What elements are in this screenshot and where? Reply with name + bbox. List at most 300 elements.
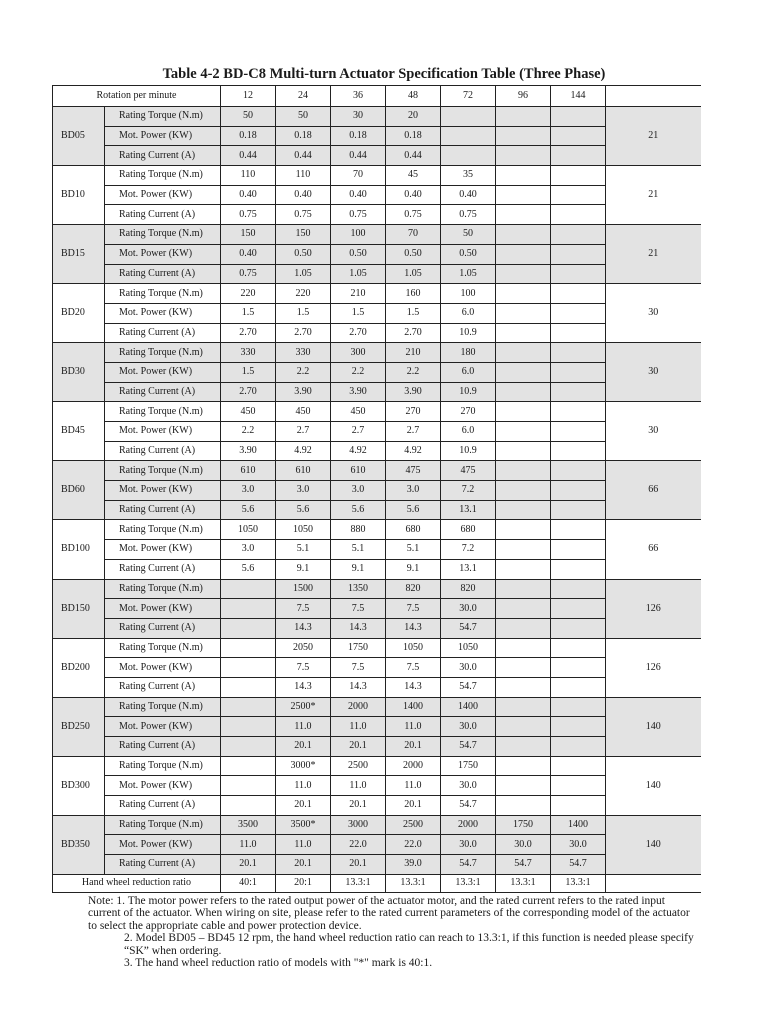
table-row bbox=[53, 835, 701, 855]
speed-header: 96 bbox=[496, 86, 551, 107]
value-cell: 54.7 bbox=[551, 855, 606, 875]
param-label: Rating Current (A) bbox=[105, 855, 221, 875]
value-cell: 54.7 bbox=[441, 796, 496, 816]
table-row bbox=[53, 441, 701, 461]
value-cell: 20.1 bbox=[386, 737, 441, 757]
param-label: Rating Current (A) bbox=[105, 382, 221, 402]
value-cell: 210 bbox=[386, 343, 441, 363]
value-cell: 70 bbox=[386, 225, 441, 245]
value-cell: 330 bbox=[221, 343, 276, 363]
value-cell: 5.1 bbox=[331, 540, 386, 560]
value-cell bbox=[441, 107, 496, 127]
value-cell: 30.0 bbox=[441, 835, 496, 855]
param-label: Rating Current (A) bbox=[105, 441, 221, 461]
param-label: Rating Current (A) bbox=[105, 264, 221, 284]
value-cell: 1.5 bbox=[276, 303, 331, 323]
value-cell: 20.1 bbox=[331, 737, 386, 757]
param-label: Rating Current (A) bbox=[105, 205, 221, 225]
table-row bbox=[53, 559, 701, 579]
value-cell bbox=[441, 146, 496, 166]
handwheel-label: Hand wheel reduction ratio bbox=[53, 874, 221, 892]
table-row bbox=[53, 638, 701, 658]
value-cell: 610 bbox=[331, 461, 386, 481]
value-cell: 0.18 bbox=[331, 126, 386, 146]
value-cell bbox=[221, 579, 276, 599]
speed-header: 48 bbox=[386, 86, 441, 107]
table-row bbox=[53, 422, 701, 442]
value-cell: 3.0 bbox=[386, 481, 441, 501]
value-cell bbox=[551, 205, 606, 225]
value-cell: 70 bbox=[331, 166, 386, 186]
value-cell: 7.5 bbox=[331, 599, 386, 619]
value-cell: 110 bbox=[276, 166, 331, 186]
value-cell: 4.92 bbox=[331, 441, 386, 461]
value-cell: 0.40 bbox=[441, 185, 496, 205]
param-label: Rating Torque (N.m) bbox=[105, 343, 221, 363]
value-cell bbox=[221, 776, 276, 796]
table-title: Table 4-2 BD-C8 Multi-turn Actuator Specification Table (Three Phase) bbox=[162, 66, 606, 82]
value-cell bbox=[496, 776, 551, 796]
table-row bbox=[53, 323, 701, 343]
table-row bbox=[53, 126, 701, 146]
value-cell: 820 bbox=[441, 579, 496, 599]
value-cell: 0.44 bbox=[386, 146, 441, 166]
value-cell: 20.1 bbox=[386, 796, 441, 816]
table-row bbox=[53, 244, 701, 264]
value-cell bbox=[551, 776, 606, 796]
table-row bbox=[53, 382, 701, 402]
value-cell: 9.1 bbox=[386, 559, 441, 579]
value-cell bbox=[496, 579, 551, 599]
value-cell: 0.44 bbox=[331, 146, 386, 166]
param-label: Rating Current (A) bbox=[105, 618, 221, 638]
model-name: BD45 bbox=[53, 402, 105, 461]
value-cell bbox=[551, 362, 606, 382]
value-cell: 1400 bbox=[551, 815, 606, 835]
value-cell: 0.75 bbox=[221, 264, 276, 284]
param-label: Rating Torque (N.m) bbox=[105, 756, 221, 776]
value-cell bbox=[551, 225, 606, 245]
value-cell bbox=[496, 737, 551, 757]
value-cell: 5.6 bbox=[276, 500, 331, 520]
param-label: Rating Torque (N.m) bbox=[105, 107, 221, 127]
note-3: 3. The hand wheel reduction ratio of models with "*" mark is 40:1. bbox=[124, 957, 433, 970]
value-cell: 2.2 bbox=[386, 362, 441, 382]
value-cell bbox=[496, 303, 551, 323]
table-row bbox=[53, 264, 701, 284]
value-cell: 30.0 bbox=[496, 835, 551, 855]
value-cell bbox=[551, 402, 606, 422]
table-row bbox=[53, 599, 701, 619]
value-cell: 7.5 bbox=[386, 599, 441, 619]
last-column-value: 30 bbox=[606, 284, 701, 343]
value-cell: 0.75 bbox=[221, 205, 276, 225]
param-label: Rating Current (A) bbox=[105, 500, 221, 520]
table-row bbox=[53, 579, 701, 599]
value-cell: 0.75 bbox=[276, 205, 331, 225]
value-cell: 11.0 bbox=[331, 717, 386, 737]
value-cell: 1.05 bbox=[441, 264, 496, 284]
value-cell bbox=[221, 737, 276, 757]
last-column-value: 30 bbox=[606, 343, 701, 402]
value-cell: 150 bbox=[221, 225, 276, 245]
value-cell bbox=[496, 540, 551, 560]
value-cell: 9.1 bbox=[331, 559, 386, 579]
last-column-value: 21 bbox=[606, 107, 701, 166]
table-row bbox=[53, 697, 701, 717]
value-cell: 22.0 bbox=[386, 835, 441, 855]
value-cell: 3500 bbox=[221, 815, 276, 835]
value-cell bbox=[221, 677, 276, 697]
handwheel-value: 40:1 bbox=[221, 874, 276, 892]
value-cell: 2.70 bbox=[221, 323, 276, 343]
value-cell bbox=[551, 618, 606, 638]
value-cell: 0.40 bbox=[221, 244, 276, 264]
value-cell bbox=[551, 599, 606, 619]
value-cell bbox=[441, 126, 496, 146]
param-label: Mot. Power (KW) bbox=[105, 303, 221, 323]
value-cell bbox=[496, 481, 551, 501]
model-name: BD15 bbox=[53, 225, 105, 284]
value-cell: 1050 bbox=[221, 520, 276, 540]
value-cell bbox=[221, 796, 276, 816]
handwheel-blank bbox=[606, 874, 701, 892]
model-name: BD30 bbox=[53, 343, 105, 402]
value-cell: 2.70 bbox=[221, 382, 276, 402]
value-cell: 1.05 bbox=[276, 264, 331, 284]
value-cell: 11.0 bbox=[276, 717, 331, 737]
value-cell bbox=[496, 697, 551, 717]
value-cell: 20.1 bbox=[276, 737, 331, 757]
speed-header: 144 bbox=[551, 86, 606, 107]
table-row bbox=[53, 815, 701, 835]
value-cell: 0.50 bbox=[386, 244, 441, 264]
value-cell: 2.2 bbox=[221, 422, 276, 442]
value-cell bbox=[221, 638, 276, 658]
value-cell bbox=[496, 185, 551, 205]
value-cell: 0.40 bbox=[276, 185, 331, 205]
value-cell bbox=[496, 205, 551, 225]
table-row bbox=[53, 520, 701, 540]
param-label: Rating Torque (N.m) bbox=[105, 166, 221, 186]
value-cell bbox=[496, 362, 551, 382]
value-cell: 5.6 bbox=[221, 559, 276, 579]
value-cell: 220 bbox=[221, 284, 276, 304]
param-label: Rating Torque (N.m) bbox=[105, 579, 221, 599]
value-cell: 9.1 bbox=[276, 559, 331, 579]
param-label: Rating Torque (N.m) bbox=[105, 697, 221, 717]
value-cell bbox=[551, 579, 606, 599]
value-cell: 5.1 bbox=[386, 540, 441, 560]
value-cell: 20 bbox=[386, 107, 441, 127]
value-cell: 0.44 bbox=[276, 146, 331, 166]
value-cell: 3.90 bbox=[331, 382, 386, 402]
value-cell: 0.75 bbox=[441, 205, 496, 225]
value-cell: 11.0 bbox=[276, 835, 331, 855]
table-row bbox=[53, 185, 701, 205]
model-name: BD20 bbox=[53, 284, 105, 343]
table-row bbox=[53, 658, 701, 678]
value-cell: 450 bbox=[331, 402, 386, 422]
value-cell bbox=[551, 264, 606, 284]
value-cell: 1.5 bbox=[386, 303, 441, 323]
value-cell: 0.75 bbox=[386, 205, 441, 225]
value-cell bbox=[551, 303, 606, 323]
value-cell bbox=[496, 658, 551, 678]
value-cell: 0.50 bbox=[276, 244, 331, 264]
value-cell bbox=[496, 618, 551, 638]
value-cell bbox=[496, 717, 551, 737]
value-cell: 1.5 bbox=[221, 303, 276, 323]
value-cell: 610 bbox=[276, 461, 331, 481]
value-cell bbox=[496, 441, 551, 461]
value-cell: 30 bbox=[331, 107, 386, 127]
value-cell: 2.70 bbox=[386, 323, 441, 343]
value-cell: 2.2 bbox=[276, 362, 331, 382]
value-cell bbox=[496, 284, 551, 304]
param-label: Mot. Power (KW) bbox=[105, 658, 221, 678]
value-cell bbox=[496, 796, 551, 816]
last-column-value: 126 bbox=[606, 638, 701, 697]
value-cell: 11.0 bbox=[221, 835, 276, 855]
value-cell: 680 bbox=[386, 520, 441, 540]
value-cell: 1750 bbox=[441, 756, 496, 776]
param-label: Mot. Power (KW) bbox=[105, 244, 221, 264]
value-cell: 820 bbox=[386, 579, 441, 599]
value-cell: 270 bbox=[441, 402, 496, 422]
value-cell: 300 bbox=[331, 343, 386, 363]
value-cell: 1.05 bbox=[331, 264, 386, 284]
table-row bbox=[53, 461, 701, 481]
value-cell bbox=[551, 422, 606, 442]
param-label: Mot. Power (KW) bbox=[105, 599, 221, 619]
value-cell bbox=[221, 756, 276, 776]
value-cell: 22.0 bbox=[331, 835, 386, 855]
value-cell: 100 bbox=[441, 284, 496, 304]
value-cell bbox=[496, 323, 551, 343]
value-cell: 5.6 bbox=[386, 500, 441, 520]
param-label: Rating Torque (N.m) bbox=[105, 402, 221, 422]
value-cell bbox=[551, 323, 606, 343]
value-cell: 110 bbox=[221, 166, 276, 186]
value-cell: 0.18 bbox=[386, 126, 441, 146]
value-cell: 1400 bbox=[441, 697, 496, 717]
value-cell bbox=[221, 717, 276, 737]
value-cell bbox=[496, 146, 551, 166]
last-column-value: 140 bbox=[606, 815, 701, 874]
value-cell bbox=[496, 107, 551, 127]
value-cell: 6.0 bbox=[441, 362, 496, 382]
value-cell: 2000 bbox=[331, 697, 386, 717]
value-cell: 2000 bbox=[386, 756, 441, 776]
value-cell bbox=[551, 382, 606, 402]
value-cell: 2500 bbox=[386, 815, 441, 835]
param-label: Rating Current (A) bbox=[105, 323, 221, 343]
value-cell: 450 bbox=[276, 402, 331, 422]
value-cell: 10.9 bbox=[441, 382, 496, 402]
value-cell bbox=[496, 422, 551, 442]
value-cell bbox=[496, 382, 551, 402]
value-cell: 2.2 bbox=[331, 362, 386, 382]
model-name: BD350 bbox=[53, 815, 105, 874]
value-cell: 3.0 bbox=[221, 540, 276, 560]
value-cell: 54.7 bbox=[441, 737, 496, 757]
param-label: Rating Current (A) bbox=[105, 559, 221, 579]
value-cell: 3.90 bbox=[386, 382, 441, 402]
value-cell bbox=[551, 343, 606, 363]
value-cell: 35 bbox=[441, 166, 496, 186]
value-cell: 3.0 bbox=[276, 481, 331, 501]
value-cell bbox=[496, 264, 551, 284]
table-row bbox=[53, 796, 701, 816]
value-cell bbox=[496, 461, 551, 481]
value-cell bbox=[221, 618, 276, 638]
note-1: Note: 1. The motor power refers to the rated output power of the actuator motor, and the rated current refers to the rated input current of the actuator. When wiring on site, please refer to the rated current parameters of the corresponding model of the actuator to select the appropriate cable and power protection device. bbox=[88, 895, 690, 932]
value-cell: 1.05 bbox=[386, 264, 441, 284]
value-cell: 0.40 bbox=[386, 185, 441, 205]
last-column-value: 140 bbox=[606, 756, 701, 815]
value-cell: 30.0 bbox=[441, 599, 496, 619]
table-row bbox=[53, 618, 701, 638]
value-cell: 5.1 bbox=[276, 540, 331, 560]
value-cell bbox=[221, 697, 276, 717]
value-cell: 0.75 bbox=[331, 205, 386, 225]
value-cell: 5.6 bbox=[221, 500, 276, 520]
table-row bbox=[53, 402, 701, 422]
value-cell: 3.0 bbox=[331, 481, 386, 501]
value-cell: 14.3 bbox=[386, 618, 441, 638]
last-column-value: 21 bbox=[606, 166, 701, 225]
value-cell bbox=[551, 441, 606, 461]
value-cell: 14.3 bbox=[276, 618, 331, 638]
value-cell: 10.9 bbox=[441, 323, 496, 343]
value-cell: 30.0 bbox=[441, 776, 496, 796]
param-label: Rating Torque (N.m) bbox=[105, 461, 221, 481]
value-cell: 20.1 bbox=[331, 855, 386, 875]
value-cell: 100 bbox=[331, 225, 386, 245]
value-cell bbox=[551, 481, 606, 501]
param-label: Rating Current (A) bbox=[105, 146, 221, 166]
param-label: Mot. Power (KW) bbox=[105, 422, 221, 442]
param-label: Mot. Power (KW) bbox=[105, 717, 221, 737]
value-cell bbox=[496, 244, 551, 264]
value-cell: 11.0 bbox=[386, 776, 441, 796]
value-cell bbox=[496, 638, 551, 658]
value-cell: 10.9 bbox=[441, 441, 496, 461]
value-cell: 50 bbox=[276, 107, 331, 127]
value-cell bbox=[496, 756, 551, 776]
value-cell: 5.6 bbox=[331, 500, 386, 520]
header-row bbox=[53, 86, 701, 107]
table-row bbox=[53, 362, 701, 382]
value-cell: 30.0 bbox=[551, 835, 606, 855]
value-cell bbox=[496, 402, 551, 422]
param-label: Rating Torque (N.m) bbox=[105, 638, 221, 658]
value-cell: 680 bbox=[441, 520, 496, 540]
value-cell bbox=[551, 244, 606, 264]
value-cell: 14.3 bbox=[276, 677, 331, 697]
value-cell: 2.70 bbox=[331, 323, 386, 343]
table-row bbox=[53, 776, 701, 796]
table-row bbox=[53, 677, 701, 697]
value-cell: 6.0 bbox=[441, 422, 496, 442]
value-cell bbox=[551, 540, 606, 560]
value-cell: 1050 bbox=[441, 638, 496, 658]
speed-header: 24 bbox=[276, 86, 331, 107]
value-cell: 7.5 bbox=[331, 658, 386, 678]
value-cell bbox=[551, 697, 606, 717]
model-name: BD300 bbox=[53, 756, 105, 815]
last-column-value: 66 bbox=[606, 461, 701, 520]
spec-table bbox=[52, 85, 701, 893]
value-cell: 50 bbox=[441, 225, 496, 245]
value-cell: 3.90 bbox=[276, 382, 331, 402]
table-row bbox=[53, 855, 701, 875]
param-label: Rating Torque (N.m) bbox=[105, 815, 221, 835]
table-row bbox=[53, 500, 701, 520]
table-row bbox=[53, 166, 701, 186]
value-cell: 39.0 bbox=[386, 855, 441, 875]
value-cell: 1050 bbox=[386, 638, 441, 658]
last-column-value: 21 bbox=[606, 225, 701, 284]
value-cell bbox=[551, 126, 606, 146]
table-row bbox=[53, 303, 701, 323]
param-label: Mot. Power (KW) bbox=[105, 481, 221, 501]
value-cell: 20.1 bbox=[276, 855, 331, 875]
value-cell: 7.5 bbox=[276, 599, 331, 619]
value-cell: 11.0 bbox=[276, 776, 331, 796]
value-cell bbox=[496, 225, 551, 245]
value-cell: 1.5 bbox=[331, 303, 386, 323]
value-cell: 1050 bbox=[276, 520, 331, 540]
value-cell: 54.7 bbox=[441, 618, 496, 638]
value-cell: 4.92 bbox=[276, 441, 331, 461]
value-cell: 270 bbox=[386, 402, 441, 422]
value-cell bbox=[551, 461, 606, 481]
value-cell bbox=[496, 126, 551, 146]
value-cell: 7.5 bbox=[276, 658, 331, 678]
handwheel-value: 13.3:1 bbox=[331, 874, 386, 892]
table-row bbox=[53, 481, 701, 501]
notes-section bbox=[88, 895, 700, 969]
value-cell: 880 bbox=[331, 520, 386, 540]
speed-header: 36 bbox=[331, 86, 386, 107]
param-label: Mot. Power (KW) bbox=[105, 362, 221, 382]
note-2: 2. Model BD05 – BD45 12 rpm, the hand wheel reduction ratio can reach to 13.3:1, if this function is needed please specify “SK” when ordering. bbox=[124, 932, 694, 957]
value-cell: 7.2 bbox=[441, 540, 496, 560]
value-cell: 13.1 bbox=[441, 500, 496, 520]
table-row bbox=[53, 107, 701, 127]
value-cell: 1500 bbox=[276, 579, 331, 599]
table-row bbox=[53, 717, 701, 737]
value-cell: 11.0 bbox=[331, 776, 386, 796]
value-cell: 20.1 bbox=[331, 796, 386, 816]
value-cell bbox=[551, 677, 606, 697]
value-cell: 7.2 bbox=[441, 481, 496, 501]
value-cell: 0.40 bbox=[221, 185, 276, 205]
value-cell bbox=[496, 677, 551, 697]
value-cell: 330 bbox=[276, 343, 331, 363]
value-cell: 7.5 bbox=[386, 658, 441, 678]
value-cell: 3.0 bbox=[221, 481, 276, 501]
value-cell bbox=[551, 520, 606, 540]
header-label: Rotation per minute bbox=[53, 86, 221, 107]
param-label: Mot. Power (KW) bbox=[105, 540, 221, 560]
handwheel-row bbox=[53, 874, 701, 892]
value-cell: 2050 bbox=[276, 638, 331, 658]
value-cell bbox=[551, 166, 606, 186]
last-column-value: 66 bbox=[606, 520, 701, 579]
